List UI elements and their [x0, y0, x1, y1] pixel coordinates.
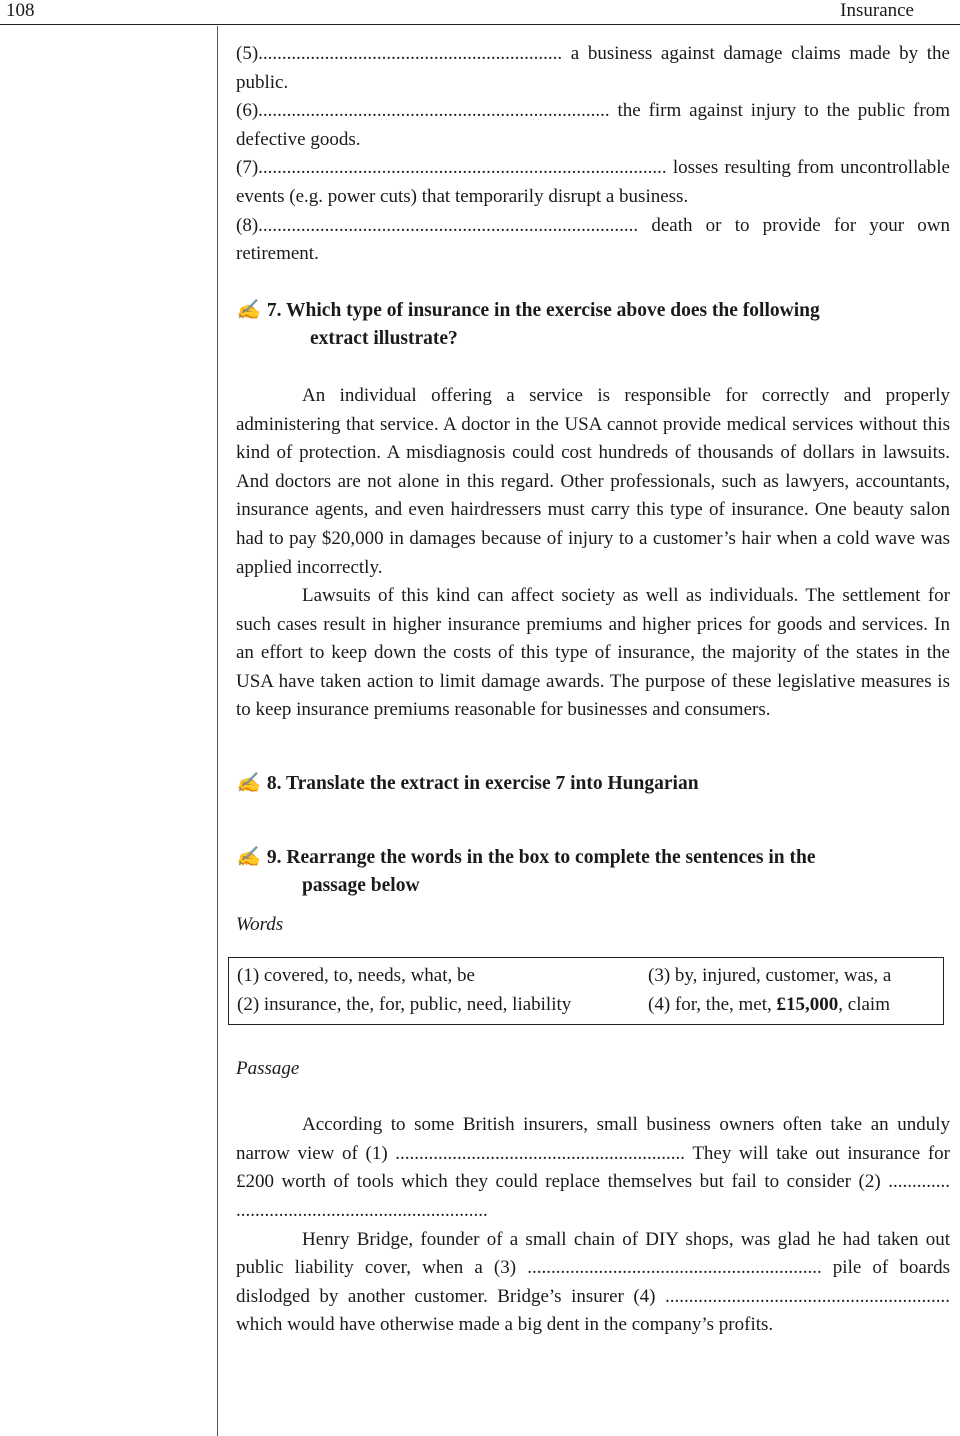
margin-rule	[217, 26, 218, 1436]
page-number: 108	[6, 0, 35, 21]
page-body	[236, 40, 950, 1340]
ex6-item-5: (5)................................................................ a business against damage claims made by the public.	[236, 43, 950, 93]
extract-paragraph-2: Lawsuits of this kind can affect society as well as individuals. The settlement for such cases result in higher insurance premiums and higher prices for goods and services. In an effort to keep down the costs of this type of insurance, the majority of the states in the USA have taken action to limit damage awards. The purpose of these legislative measures is to keep insurance premiums reasonable for businesses and consumers.	[236, 585, 950, 721]
exercise-7-heading	[236, 297, 950, 354]
word-group-4: (4) for, the, met, £15,000, claim	[648, 994, 890, 1016]
running-title: Insurance	[840, 0, 914, 21]
words-label: Words	[236, 913, 284, 935]
ex6-item-8: (8)................................................................................ death or to provide for your own retirement.	[236, 214, 950, 265]
page-header	[0, 0, 960, 25]
exercise-8-number: 8.	[266, 773, 282, 795]
exercise-9-heading	[236, 844, 950, 901]
exercise-9-number: 9.	[266, 846, 282, 868]
exercise-7-title-line2: extract illustrate?	[310, 328, 458, 350]
word-group-2: (2) insurance, the, for, public, need, liability	[237, 994, 572, 1016]
ex6-item-7: (7)...................................................................................... losses resulting from uncontrollable events (e.g. power cuts) that temporarily disrupt a business.	[236, 157, 950, 207]
writing-hand-icon: ✍	[236, 299, 261, 321]
exercise-8-heading	[236, 770, 950, 799]
word-box	[228, 957, 944, 1024]
word-group-1: (1) covered, to, needs, what, be	[237, 965, 475, 987]
ex6-item-6: (6).......................................................................... the firm against injury to the public from defective goods.	[236, 100, 950, 150]
passage-label: Passage	[236, 1057, 300, 1079]
exercise-8-title: Translate the extract in exercise 7 into Hungarian	[286, 773, 699, 795]
exercise-7-title-line1: Which type of insurance in the exercise above does the following	[286, 299, 820, 321]
passage-paragraph-2: Henry Bridge, founder of a small chain of DIY shops, was glad he had taken out public liability cover, when a (3) .............................................................. pile of boards dislodged by another customer. Bridge’s insurer (4) ............................................................ which would have otherwise made a big dent in the company’s profits.	[236, 1228, 950, 1336]
writing-hand-icon: ✍	[236, 846, 261, 868]
exercise-9-title-line1: Rearrange the words in the box to complete the sentences in the	[286, 846, 816, 868]
exercise-9-title-line2: passage below	[302, 875, 420, 897]
word-group-3: (3) by, injured, customer, was, a	[648, 965, 892, 987]
extract-paragraph-1: An individual offering a service is responsible for correctly and properly administering that service. A doctor in the USA cannot provide medical services without this kind of protection. A misdiagnosis could cost hundreds of thousands of dollars in lawsuits. And doctors are not alone in this regard. Other professionals, such as lawyers, accountants, insurance agents, and even hairdressers must carry this type of insurance. One beauty salon had to pay $20,000 in damages because of injury to a customer’s hair when a cold wave was applied incorrectly.	[236, 384, 950, 578]
passage-paragraph-1: According to some British insurers, small business owners often take an unduly narrow view of (1) ............................................................. They will take out insurance for £200 worth of tools which they could replace themselves but fail to consider (2) ............. .....................................................	[236, 1114, 950, 1221]
writing-hand-icon: ✍	[236, 773, 261, 795]
exercise-7-number: 7.	[266, 299, 282, 321]
